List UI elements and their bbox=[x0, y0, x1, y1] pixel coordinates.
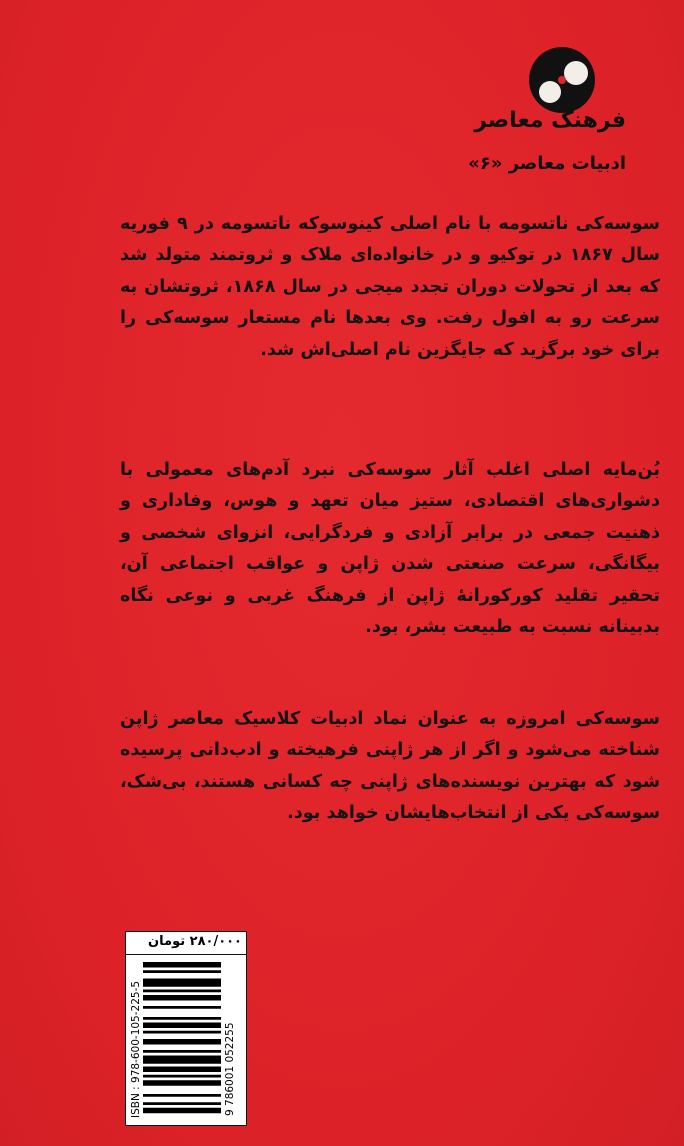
series-label: ادبیات معاصر «۶» bbox=[468, 153, 626, 174]
barcode-bar bbox=[143, 995, 221, 1001]
price-label: ۲۸۰/۰۰۰ تومان bbox=[148, 934, 242, 949]
barcode-bar bbox=[143, 1102, 221, 1105]
barcode-bar bbox=[143, 1039, 221, 1045]
barcode-bar bbox=[143, 962, 221, 968]
barcode-bar bbox=[143, 1031, 221, 1034]
price-barcode-box bbox=[125, 931, 247, 1126]
barcode-bar bbox=[143, 990, 221, 993]
barcode-bar bbox=[143, 1050, 221, 1053]
barcode-bar bbox=[143, 970, 221, 973]
barcode-icon bbox=[143, 962, 221, 1117]
barcode-bar bbox=[143, 1108, 221, 1114]
barcode-digits: 9 786001 052255 bbox=[224, 1022, 236, 1116]
barcode-bar bbox=[143, 1080, 221, 1086]
barcode-bar bbox=[143, 1075, 221, 1078]
description-paragraph: سوسه‌کی امروزه به عنوان نماد ادبیات کلاسیک معاصر ژاپن شناخته می‌شود و اگر از هر ژاپنی فرهیخته و ادب‌دانی پرسیده شود که بهترین نویسنده‌های ژاپنی چه کسانی هستند، بی‌شک، سوسه‌کی یکی از انتخاب‌هایشان خواهد بود. bbox=[120, 709, 660, 824]
description-paragraph: بُن‌مایه اصلی اغلب آثار سوسه‌کی نبرد آدم‌های معمولی با دشواری‌های اقتصادی، ستیز میان تعهد و هوس، وفاداری و ذهنیت جمعی در برابر آزادی و فردگرایی، انزوای شخصی و بیگانگی، سرعت صنعتی شدن ژاپن و عواقب اجتماعی آن، تحقیر تقلید کورکورانهٔ ژاپن از فرهنگ غربی و نوعی نگاه بدبینانه نسبت به طبیعت بشر، بود. bbox=[120, 460, 660, 638]
isbn-label: ISBN : 978-600-105-225-5 bbox=[130, 980, 142, 1118]
barcode-bar bbox=[143, 1067, 221, 1073]
barcode-bar bbox=[143, 1006, 221, 1009]
barcode-bar bbox=[143, 1056, 221, 1064]
barcode-bar bbox=[143, 1017, 221, 1020]
barcode-bar bbox=[143, 1094, 221, 1097]
description-paragraph: سوسه‌کی ناتسومه با نام اصلی کینوسوکه ناتسومه در ۹ فوریه سال ۱۸۶۷ در توکیو و در خانواده‌ای ملاک و ثروتمند متولد شد که بعد از تحولات دوران تجدد میجی در سال ۱۸۶۸، ثروتشان به سرعت رو به افول رفت. وی بعدها نام مستعار سوسه‌کی را برای خود برگزید که جایگزین نام اصلی‌اش شد. bbox=[120, 214, 660, 360]
divider bbox=[126, 954, 246, 955]
barcode-bar bbox=[143, 979, 221, 987]
publisher-name: فرهنگ معاصر bbox=[474, 108, 626, 133]
barcode-bar bbox=[143, 1023, 221, 1029]
